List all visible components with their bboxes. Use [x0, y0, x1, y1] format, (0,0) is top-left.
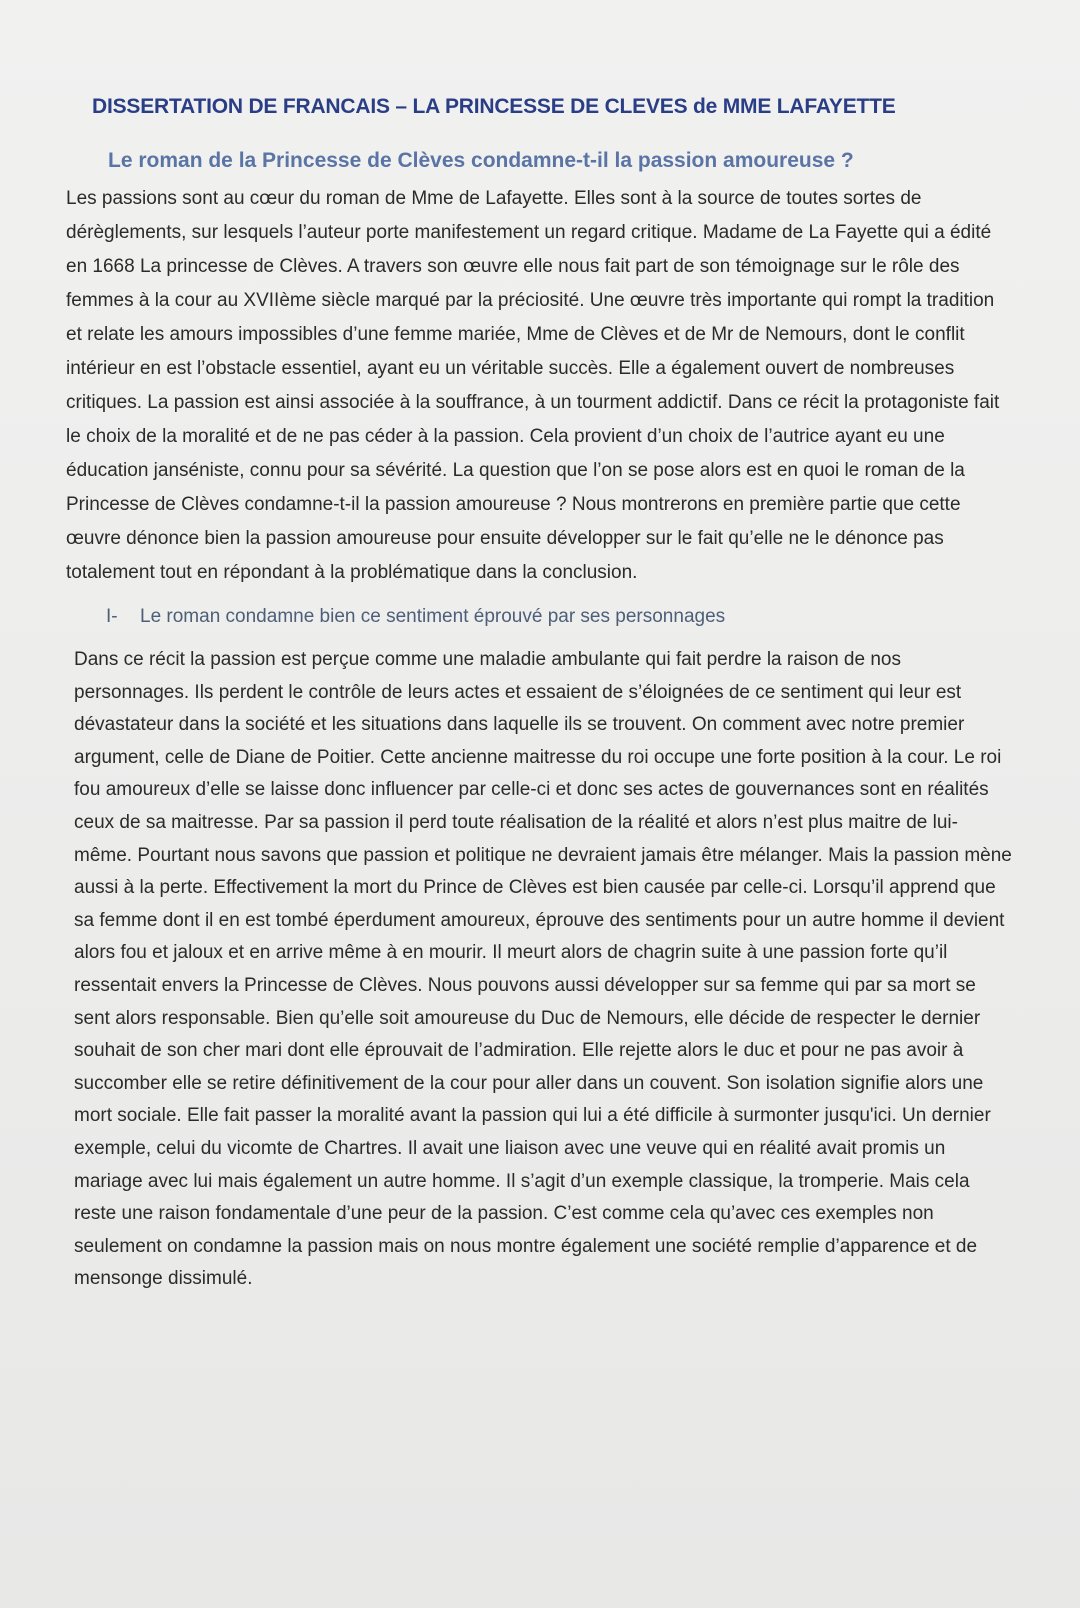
dissertation-question: Le roman de la Princesse de Clèves condamne-t-il la passion amoureuse ?	[108, 149, 854, 172]
document-title: DISSERTATION DE FRANCAIS – LA PRINCESSE DE CLEVES de MME LAFAYETTE	[92, 95, 896, 118]
introduction-paragraph: Les passions sont au cœur du roman de Mme de Lafayette. Elles sont à la source de toutes sortes de dérèglements, sur lesquels l’auteur porte manifestement un regard critique. Madame de La Fayette qui a édité en 1668 La princesse de Clèves. A travers son œuvre elle nous fait part de son témoignage sur le rôle des femmes à la cour au XVIIème siècle marqué par la préciosité. Une œuvre très importante qui rompt la tradition et relate les amours impossibles d’une femme mariée, Mme de Clèves et de Mr de Nemours, dont le conflit intérieur en est l’obstacle essentiel, ayant eu un véritable succès. Elle a également ouvert de nombreuses critiques. La passion est ainsi associée à la souffrance, à un tourment addictif. Dans ce récit la protagoniste fait le choix de la moralité et de ne pas céder à la passion. Cela provient d’un choix de l’autrice ayant eu une éducation janséniste, connu pour sa sévérité. La question que l’on se pose alors est en quoi le roman de la Princesse de Clèves condamne-t-il la passion amoureuse ? Nous montrerons en première partie que cette œuvre dénonce bien la passion amoureuse pour ensuite développer sur le fait qu’elle ne le dénonce pas totalement tout en répondant à la problématique dans la conclusion.	[66, 188, 1000, 583]
section-title: Le roman condamne bien ce sentiment éprouvé par ses personnages	[140, 606, 726, 627]
section-body-paragraph: Dans ce récit la passion est perçue comme une maladie ambulante qui fait perdre la raison de nos personnages. Ils perdent le contrôle de leurs actes et essaient de s’éloignées de ce sentiment qui leur est dévastateur dans la société et les situations dans laquelle ils se trouvent. On comment avec notre premier argument, celle de Diane de Poitier. Cette ancienne maitresse du roi occupe une forte position à la cour. Le roi fou amoureux d’elle se laisse donc influencer par celle-ci et donc ses actes de gouvernances sont en réalités ceux de sa maitresse. Par sa passion il perd toute réalisation de la réalité et alors n’est plus maitre de lui-même. Pourtant nous savons que passion et politique ne devraient jamais être mélanger. Mais la passion mène aussi à la perte. Effectivement la mort du Prince de Clèves est bien causée par celle-ci. Lorsqu’il apprend que sa femme dont il en est tombé éperdument amoureux, éprouve des sentiments pour un autre homme il devient alors fou et jaloux et en arrive même à en mourir. Il meurt alors de chagrin suite à une passion forte qu’il ressentait envers la Princesse de Clèves. Nous pouvons aussi développer sur sa femme qui par sa mort se sent alors responsable. Bien qu’elle soit amoureuse du Duc de Nemours, elle décide de respecter le dernier souhait de son cher mari dont elle éprouvait de l’admiration. Elle rejette alors le duc et pour ne pas avoir à succomber elle se retire définitivement de la cour pour aller dans un couvent. Son isolation signifie alors une mort sociale. Elle fait passer la moralité avant la passion qui lui a été difficile à surmonter jusqu'ici. Un dernier exemple, celui du vicomte de Chartres. Il avait une liaison avec une veuve qui en réalité avait promis un mariage avec lui mais également un autre homme. Il s’agit d’un exemple classique, la tromperie. Mais cela reste une raison fondamentale d’une peur de la passion. C’est comme cela qu’avec ces exemples non seulement on condamne la passion mais on nous montre également une société remplie d’apparence et de mensonge dissimulé.	[74, 649, 1012, 1290]
section-heading	[106, 600, 1016, 634]
section-number: I-	[106, 606, 118, 627]
